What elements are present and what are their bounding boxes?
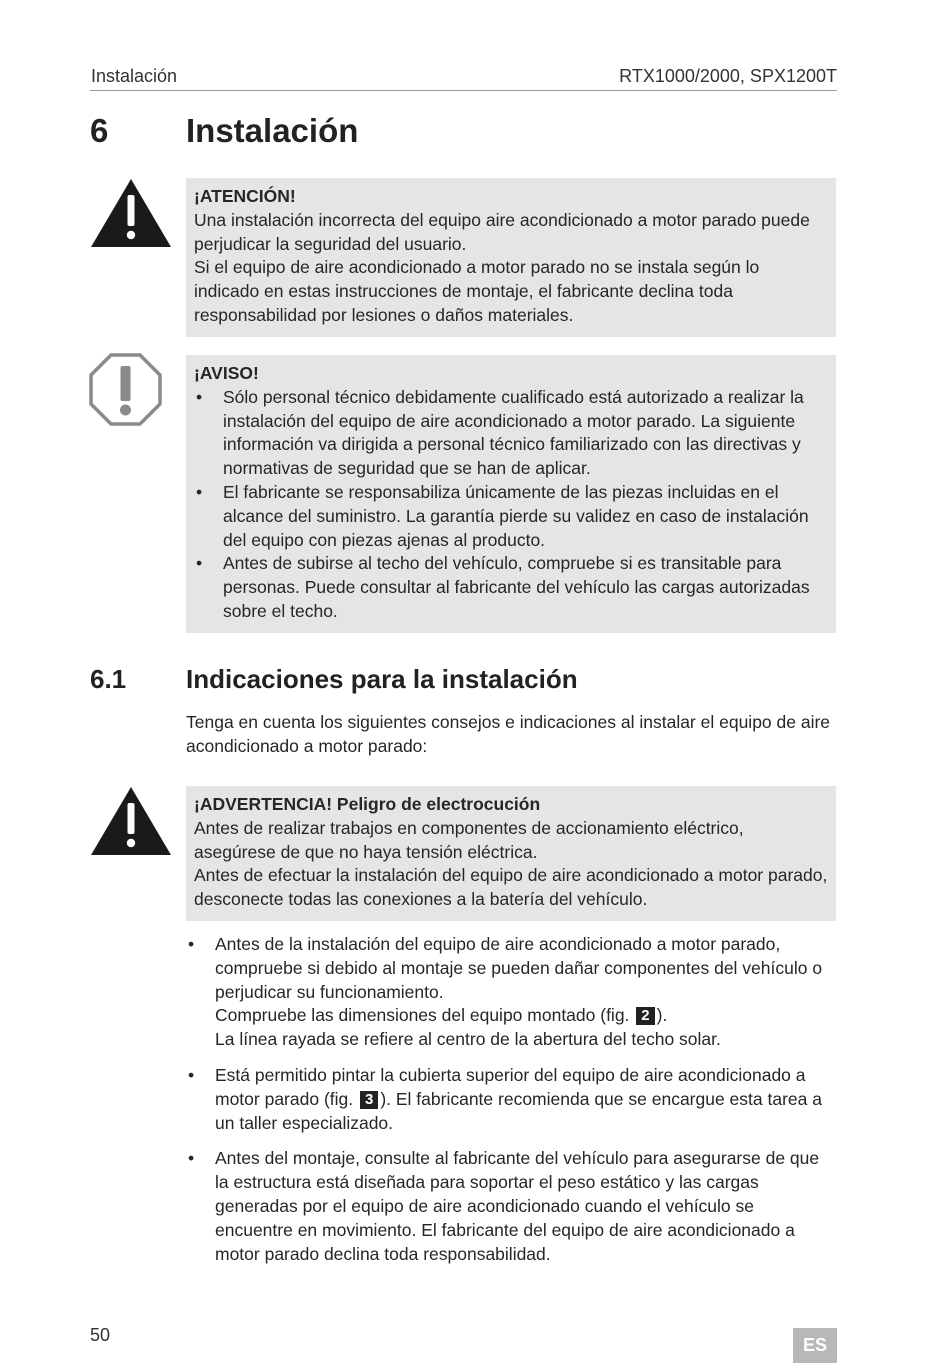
instruction-text: Antes del montaje, consulte al fabricante del vehículo para asegurarse de que la estructura está diseñada para soportar el peso estático y las cargas generadas por el equipo de aire acondicionado cuando el vehículo se encuentre en movimiento. El fabricante del equipo de aire acondicionado a motor parado declina toda responsabilidad. [215, 1148, 820, 1264]
warning-text: Antes de realizar trabajos en componentes de accionamiento eléctrico, asegúrese de que no haya tensión eléctrica. [194, 817, 744, 862]
attention-box [186, 178, 836, 337]
instruction-item [186, 933, 836, 1052]
page-number: 50 [90, 1325, 111, 1345]
instruction-list [186, 933, 836, 1278]
section-number: 6.1 [90, 664, 127, 694]
warning-text: Antes de efectuar la instalación del equipo de aire acondicionado a motor parado, desconecte todas las conexiones a la batería del vehículo. [194, 865, 828, 910]
notice-octagon-icon [89, 353, 162, 426]
chapter-number: 6 [90, 112, 109, 149]
instruction-note: La línea rayada se refiere al centro de la abertura del techo solar. [215, 1029, 721, 1050]
notice-list [194, 386, 828, 624]
section-intro: Tenga en cuenta los siguientes consejos e indicaciones al instalar el equipo de aire acondicionado a motor parado: [186, 712, 831, 756]
figure-reference: 2 [636, 1007, 654, 1025]
notice-label: ¡AVISO! [194, 363, 259, 383]
running-header-section: Instalación [91, 66, 178, 86]
warning-label: ¡ADVERTENCIA! Peligro de electrocución [194, 794, 541, 814]
warning-box [186, 786, 836, 921]
instruction-dimensions [215, 1004, 836, 1028]
instruction-text: ). [656, 1005, 668, 1026]
notice-box [186, 355, 836, 633]
chapter-title: Instalación [186, 112, 359, 149]
warning-triangle-icon [90, 178, 172, 248]
attention-text: Una instalación incorrecta del equipo aire acondicionado a motor parado puede perjudicar la seguridad del usuario. [194, 209, 810, 254]
warning-triangle-icon [90, 786, 172, 856]
notice-item: • Sólo personal técnico debidamente cualificado está autorizado a realizar la instalación del equipo de aire acondicionado a motor parado. La siguiente información va dirigida a personal técnico familiarizado con las directivas y normativas de seguridad que se han de aplicar. [194, 386, 828, 481]
attention-label: ¡ATENCIÓN! [194, 186, 296, 206]
notice-item: • El fabricante se responsabiliza únicamente de las piezas incluidas en el alcance del suministro. La garantía pierde su validez en caso de instalación del equipo con piezas ajenas al producto. [194, 481, 828, 552]
instruction-item [186, 1147, 836, 1266]
notice-item: • Antes de subirse al techo del vehículo, compruebe si es transitable para personas. Puede consultar al fabricante del vehículo las cargas autorizadas sobre el techo. [194, 552, 828, 623]
figure-reference: 3 [360, 1091, 378, 1109]
instruction-text: ). El fabricante recomienda que se encargue esta tarea a un taller especializado. [215, 1088, 822, 1133]
running-header-models: RTX1000/2000, SPX1200T [619, 66, 837, 86]
instruction-text: Está permitido pintar la cubierta superior del equipo de aire acondicionado a motor parado (fig. [215, 1064, 806, 1109]
header-divider [90, 90, 837, 91]
instruction-item [186, 1064, 836, 1135]
language-badge: ES [793, 1328, 837, 1363]
instruction-text: Compruebe las dimensiones del equipo montado (fig. [215, 1005, 635, 1026]
attention-text: Si el equipo de aire acondicionado a motor parado no se instala según lo indicado en estas instrucciones de montaje, el fabricante declina toda responsabilidad por lesiones o daños materiales. [194, 257, 760, 325]
section-title: Indicaciones para la instalación [186, 664, 578, 694]
instruction-text: • Antes de la instalación del equipo de aire acondicionado a motor parado, compruebe si debido al montaje se pueden dañar componentes del vehículo o perjudicar su funcionamiento. [215, 934, 823, 1002]
